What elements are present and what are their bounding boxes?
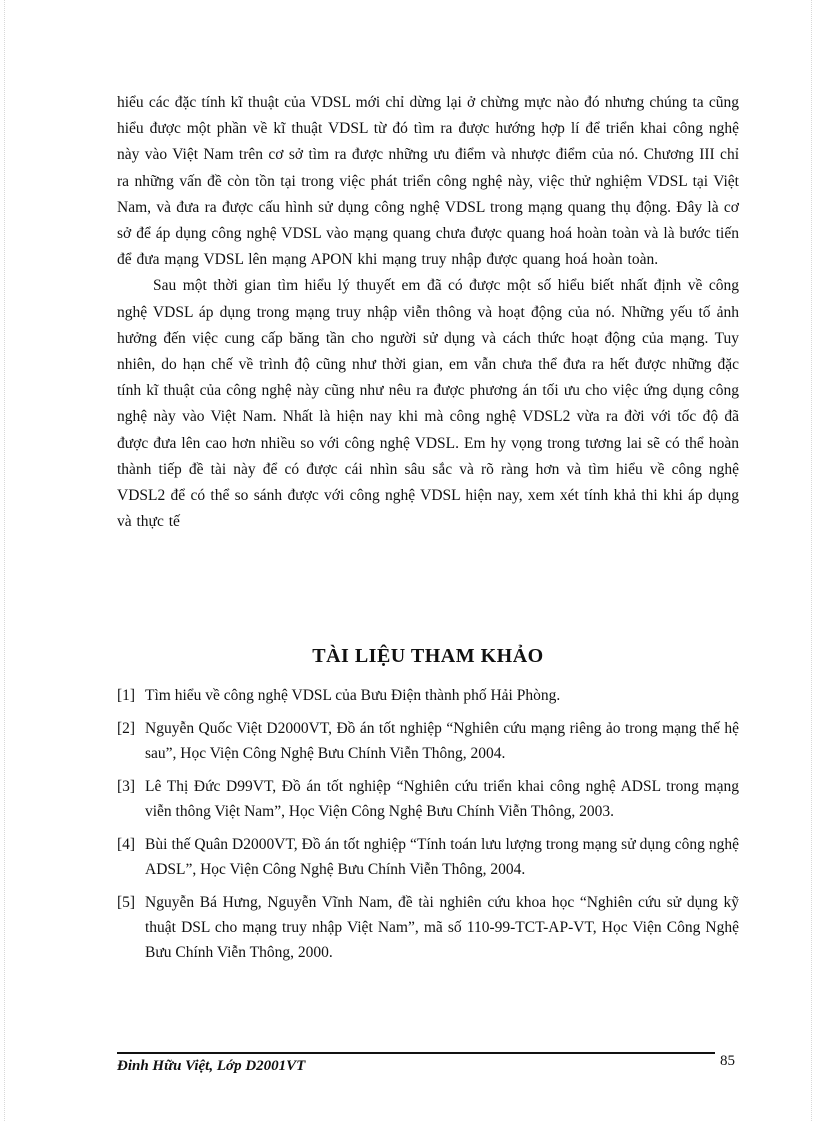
reference-text: Bùi thế Quân D2000VT, Đồ án tốt nghiệp “Tính toán lưu lượng trong mạng sử dụng công nghệ ADSL”, Học Viện Công Nghệ Bưu Chính Viễn Thông, 2004. <box>145 836 739 878</box>
reference-item-4 <box>117 832 739 882</box>
reference-text: Nguyễn Quốc Việt D2000VT, Đồ án tốt nghiệp “Nghiên cứu mạng riêng ảo trong mạng thế hệ sau”, Học Viện Công Nghệ Bưu Chính Viễn Thông, 2004. <box>145 720 739 762</box>
reference-number: [4] <box>117 836 136 853</box>
footer-divider <box>117 1052 715 1054</box>
reference-number: [3] <box>117 778 136 795</box>
reference-number: [5] <box>117 894 136 911</box>
reference-text: Nguyễn Bá Hưng, Nguyễn Vĩnh Nam, đề tài nghiên cứu khoa học “Nghiên cứu sử dụng kỹ thuật DSL cho mạng truy nhập Việt Nam”, mã số 110-99-TCT-AP-VT, Học Viện Công Nghệ Bưu Chính Viễn Thông, 2000. <box>145 894 739 961</box>
reference-text: Tìm hiểu về công nghệ VDSL của Bưu Điện thành phố Hải Phòng. <box>145 687 561 704</box>
body-paragraph-2: Sau một thời gian tìm hiểu lý thuyết em đã có được một số hiểu biết nhất định về công nghệ VDSL áp dụng trong mạng truy nhập viễn thông và hoạt động của nó. Những yếu tố ảnh hưởng đến việc cung cấp băng tần cho người sử dụng và cách thức hoạt động của mạng. Tuy nhiên, do hạn chế về trình độ cũng như thời gian, em vẫn chưa thể đưa ra hết được những đặc tính kĩ thuật của công nghệ này cũng như nêu ra được phương án tối ưu cho việc ứng dụng công nghệ này vào Việt Nam. Nhất là hiện nay khi mà công nghệ VDSL2 vừa ra đời với tốc độ đã được đưa lên cao hơn nhiều so với công nghệ VDSL. Em hy vọng trong tương lai sẽ có thể hoàn thành tiếp đề tài này để có được cái nhìn sâu sắc và rõ ràng hơn và tìm hiểu về công nghệ VDSL2 để có thể so sánh được với công nghệ VDSL hiện nay, xem xét tính khả thi khi áp dụng và thực tế <box>117 277 739 531</box>
footer-author: Đinh Hữu Việt, Lớp D2001VT <box>117 1058 306 1074</box>
reference-item-2 <box>117 716 739 766</box>
body-text <box>117 90 739 535</box>
reference-item-1 <box>117 683 739 708</box>
references-list <box>117 683 739 973</box>
body-paragraph-1: hiểu các đặc tính kĩ thuật của VDSL mới chỉ dừng lại ở chừng mực nào đó nhưng chúng ta cũng hiểu được một phần về kĩ thuật VDSL từ đó tìm ra được hướng hợp lí để triển khai công nghệ này vào Việt Nam trên cơ sở tìm ra được những ưu điểm và nhược điểm của nó. Chương III chỉ ra những vấn đề còn tồn tại trong việc phát triển công nghệ này, việc thử nghiệm VDSL tại Việt Nam, và đưa ra được cấu hình sử dụng công nghệ VDSL trong mạng quang thụ động. Đây là cơ sở để áp dụng công nghệ VDSL vào mạng quang chưa được quang hoá hoàn toàn và là bước tiến để đưa mạng VDSL lên mạng APON khi mạng truy nhập được quang hoá hoàn toàn. <box>117 94 739 269</box>
reference-item-5 <box>117 890 739 965</box>
reference-number: [1] <box>117 687 136 704</box>
reference-number: [2] <box>117 720 136 737</box>
reference-item-3 <box>117 774 739 824</box>
page-number: 85 <box>720 1053 735 1069</box>
references-title: TÀI LIỆU THAM KHẢO <box>312 645 544 667</box>
reference-text: Lê Thị Đức D99VT, Đồ án tốt nghiệp “Nghiên cứu triển khai công nghệ ADSL trong mạng viễn thông Việt Nam”, Học Viện Công Nghệ Bưu Chính Viễn Thông, 2003. <box>145 778 739 820</box>
